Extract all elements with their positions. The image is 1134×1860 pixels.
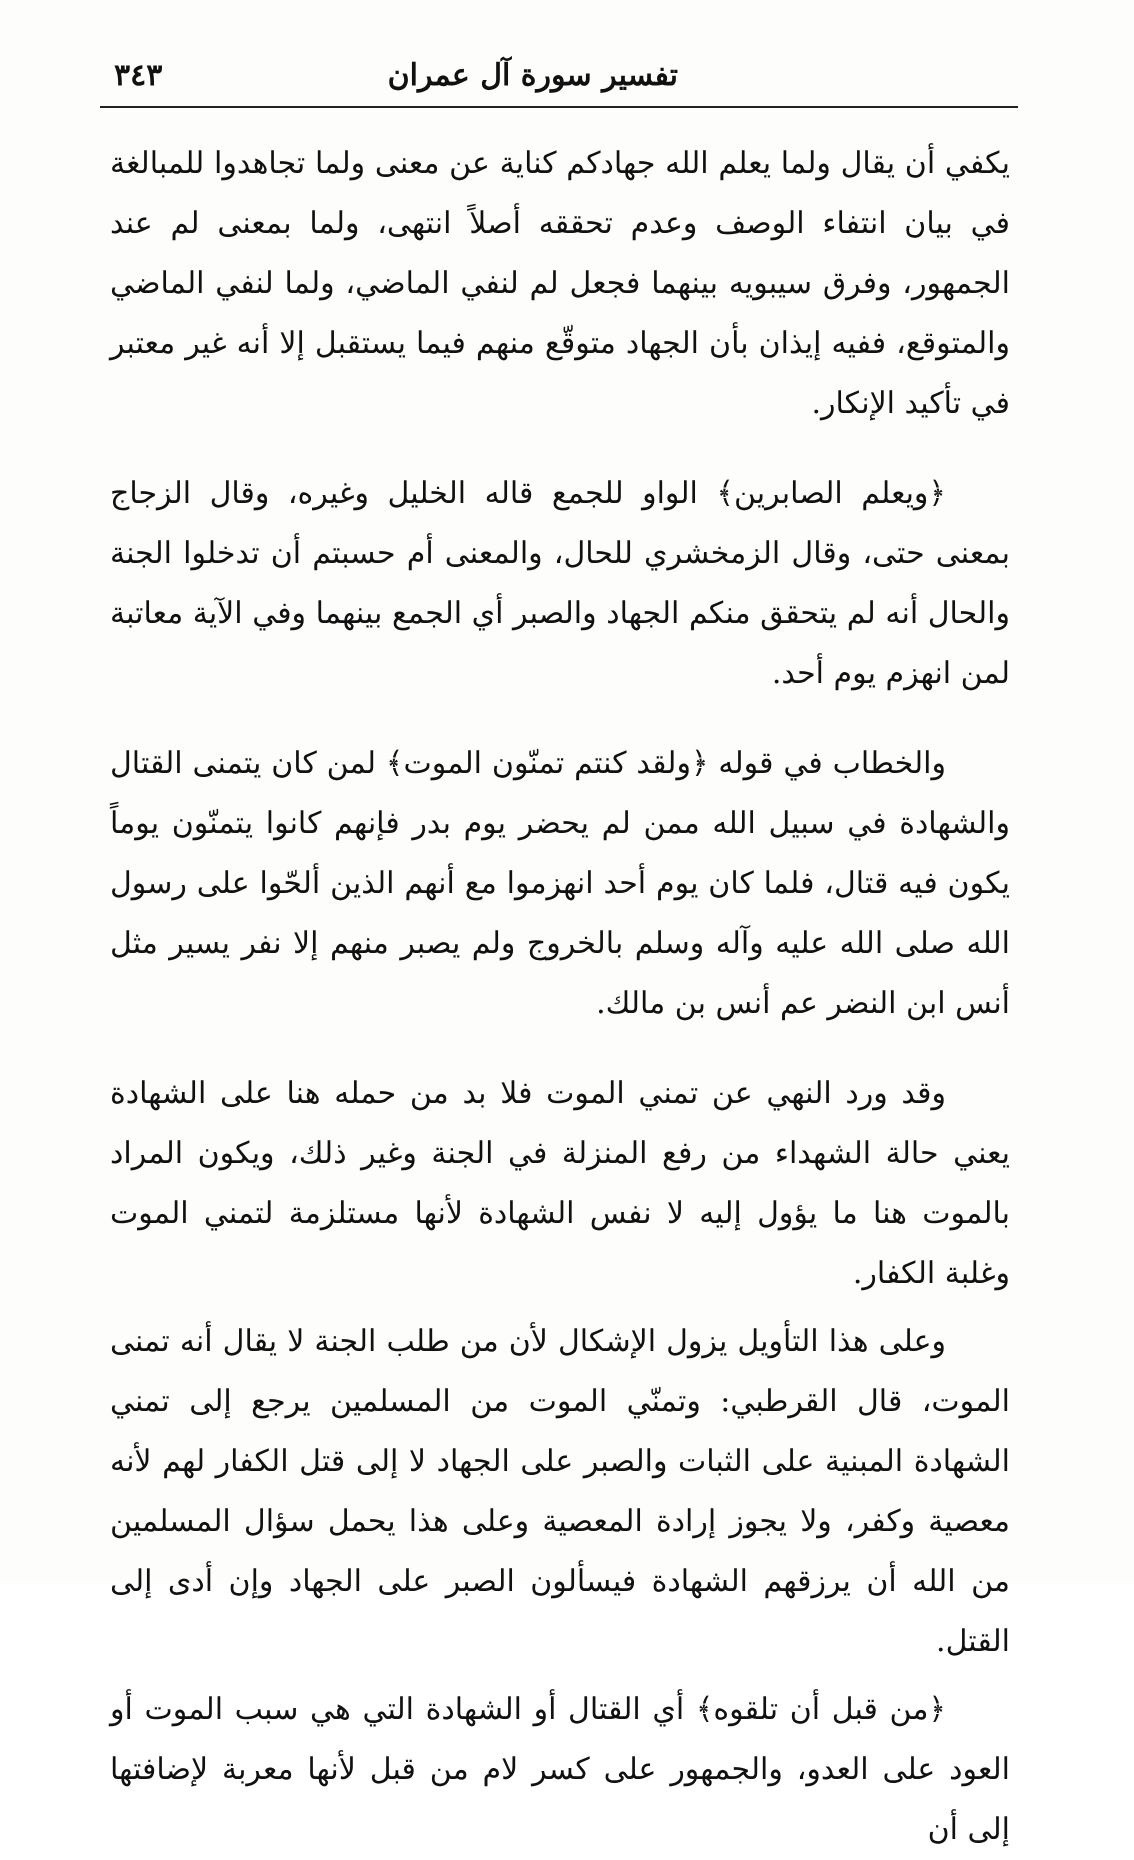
running-title: تفسير سورة آل عمران <box>387 58 678 93</box>
page-number: ٣٤٣ <box>114 58 163 93</box>
commentary-body <box>110 134 1010 1860</box>
paragraph: ﴿ويعلم الصابرين﴾ الواو للجمع قاله الخليل وغيره، وقال الزجاج بمعنى حتى، وقال الزمخشري للحال، والمعنى أم حسبتم أن تدخلوا الجنة والحال أنه لم يتحقق منكم الجهاد والصبر أي الجمع بينهما وفي الآية معاتبة لمن انهزم يوم أحد. <box>110 476 1010 691</box>
paragraph: يكفي أن يقال ولما يعلم الله جهادكم كناية عن معنى ولما تجاهدوا للمبالغة في بيان انتفاء الوصف وعدم تحققه أصلاً انتهى، ولما بمعنى لم عند الجمهور، وفرق سيبويه بينهما فجعل لم لنفي الماضي، ولما لنفي الماضي والمتوقع، ففيه إيذان بأن الجهاد متوقّع منهم فيما يستقبل إلا أنه غير معتبر في تأكيد الإنكار. <box>110 146 1010 421</box>
paragraph: وقد ورد النهي عن تمني الموت فلا بد من حمله هنا على الشهادة يعني حالة الشهداء من رفع المنزلة في الجنة وغير ذلك، ويكون المراد بالموت هنا ما يؤول إليه لا نفس الشهادة لأنها مستلزمة لتمني الموت وغلبة الكفار. <box>110 1076 1010 1291</box>
paragraph: والخطاب في قوله ﴿ولقد كنتم تمنّون الموت﴾ لمن كان يتمنى القتال والشهادة في سبيل الله ممن لم يحضر يوم بدر فإنهم كانوا يتمنّون يوماً يكون فيه قتال، فلما كان يوم أحد انهزموا مع أنهم الذين ألحّوا على رسول الله صلى الله عليه وآله وسلم بالخروج ولم يصبر منهم إلا نفر يسير مثل أنس ابن النضر عم أنس بن مالك. <box>110 746 1010 1021</box>
header-divider <box>100 106 1018 108</box>
paragraph: ﴿من قبل أن تلقوه﴾ أي القتال أو الشهادة التي هي سبب الموت أو العود على العدو، والجمهور على كسر لام من قبل لأنها معربة لإضافتها إلى أن <box>110 1692 1010 1847</box>
paragraph: وعلى هذا التأويل يزول الإشكال لأن من طلب الجنة لا يقال أنه تمنى الموت، قال القرطبي: وتمنّي الموت من المسلمين يرجع إلى تمني الشهادة المبنية على الثبات والصبر على الجهاد لا إلى قتل الكفار لهم لأنه معصية وكفر، ولا يجوز إرادة المعصية وعلى هذا يحمل سؤال المسلمين من الله أن يرزقهم الشهادة فيسألون الصبر على الجهاد وإن أدى إلى القتل. <box>110 1324 1010 1659</box>
running-header <box>100 56 1018 108</box>
